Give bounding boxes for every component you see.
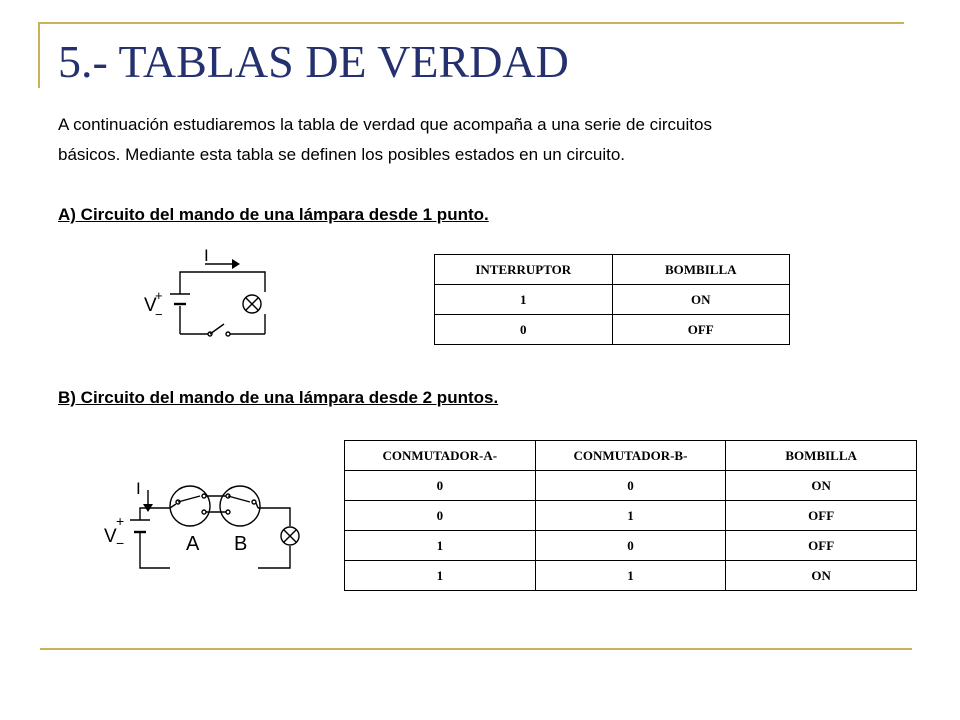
table-cell: 1 xyxy=(535,561,726,591)
voltage-label: V xyxy=(144,295,157,316)
intro-paragraph xyxy=(58,110,918,170)
table-cell: OFF xyxy=(726,531,917,561)
current-label: I xyxy=(136,479,141,498)
switch-b-circle xyxy=(220,486,260,526)
table-header-cell: CONMUTADOR-A- xyxy=(345,441,536,471)
switch-lever xyxy=(210,324,224,334)
table-cell: 1 xyxy=(535,501,726,531)
switch-b-contact-right xyxy=(252,500,256,504)
table-cell: ON xyxy=(726,561,917,591)
table-header-cell: CONMUTADOR-B- xyxy=(535,441,726,471)
switch-b-lever xyxy=(228,496,250,502)
wire-top-right xyxy=(258,508,290,526)
switch-contact-right xyxy=(226,332,230,336)
table-row xyxy=(435,315,790,345)
circuit-diagram-single-switch xyxy=(140,244,280,354)
current-label: I xyxy=(204,246,209,265)
table-header-row xyxy=(345,441,917,471)
table-header-row xyxy=(435,255,790,285)
wire-into-a xyxy=(170,504,176,508)
table-cell: OFF xyxy=(612,315,790,345)
switch-a-label: A xyxy=(186,533,200,555)
switch-b-contact-bottom xyxy=(226,510,230,514)
plus-label: + xyxy=(155,288,163,303)
table-cell: OFF xyxy=(726,501,917,531)
table-cell: 1 xyxy=(435,285,613,315)
minus-label: − xyxy=(155,307,163,322)
plus-label: + xyxy=(116,513,125,529)
wire-top-left xyxy=(140,508,170,520)
table-header-cell: INTERRUPTOR xyxy=(435,255,613,285)
table-cell: ON xyxy=(612,285,790,315)
table-cell: 0 xyxy=(345,471,536,501)
table-cell: 0 xyxy=(435,315,613,345)
table-header-cell: BOMBILLA xyxy=(612,255,790,285)
table-cell: 0 xyxy=(535,471,726,501)
table-cell: 0 xyxy=(345,501,536,531)
circuit-diagram-two-switches xyxy=(100,468,310,578)
voltage-label: V xyxy=(104,526,117,547)
table-row xyxy=(345,531,917,561)
table-row xyxy=(435,285,790,315)
minus-label: − xyxy=(116,535,125,551)
wire-out-of-b xyxy=(256,503,258,508)
table-row xyxy=(345,561,917,591)
table-cell: ON xyxy=(726,471,917,501)
table-row xyxy=(345,471,917,501)
truth-table-b xyxy=(344,440,917,591)
wire-top xyxy=(180,272,265,294)
table-cell: 0 xyxy=(535,531,726,561)
switch-a-contact-top xyxy=(202,494,206,498)
table-cell: 1 xyxy=(345,531,536,561)
left-rule xyxy=(38,22,40,88)
wire-bottom-left xyxy=(140,540,170,568)
table-cell: 1 xyxy=(345,561,536,591)
switch-b-label: B xyxy=(234,533,248,555)
section-b-heading: B) Circuito del mando de una lámpara desde 2 puntos. xyxy=(58,388,499,407)
switch-a-lever xyxy=(178,496,200,502)
switch-a-contact-bottom xyxy=(202,510,206,514)
section-a-heading: A) Circuito del mando de una lámpara desde 1 punto. xyxy=(58,205,489,224)
intro-line-2: básicos. Mediante esta tabla se definen los posibles estados en un circuito. xyxy=(58,145,626,164)
switch-a-circle xyxy=(170,486,210,526)
truth-table-a xyxy=(434,254,790,345)
top-rule xyxy=(38,22,904,24)
page-title: 5.- TABLAS DE VERDAD xyxy=(58,36,569,87)
table-header-cell: BOMBILLA xyxy=(726,441,917,471)
table-row xyxy=(345,501,917,531)
current-arrow-head xyxy=(232,259,240,269)
bottom-rule xyxy=(40,648,912,650)
intro-line-1: A continuación estudiaremos la tabla de verdad que acompaña a una serie de circuitos xyxy=(58,115,712,134)
wire-bottom-right xyxy=(258,546,290,568)
